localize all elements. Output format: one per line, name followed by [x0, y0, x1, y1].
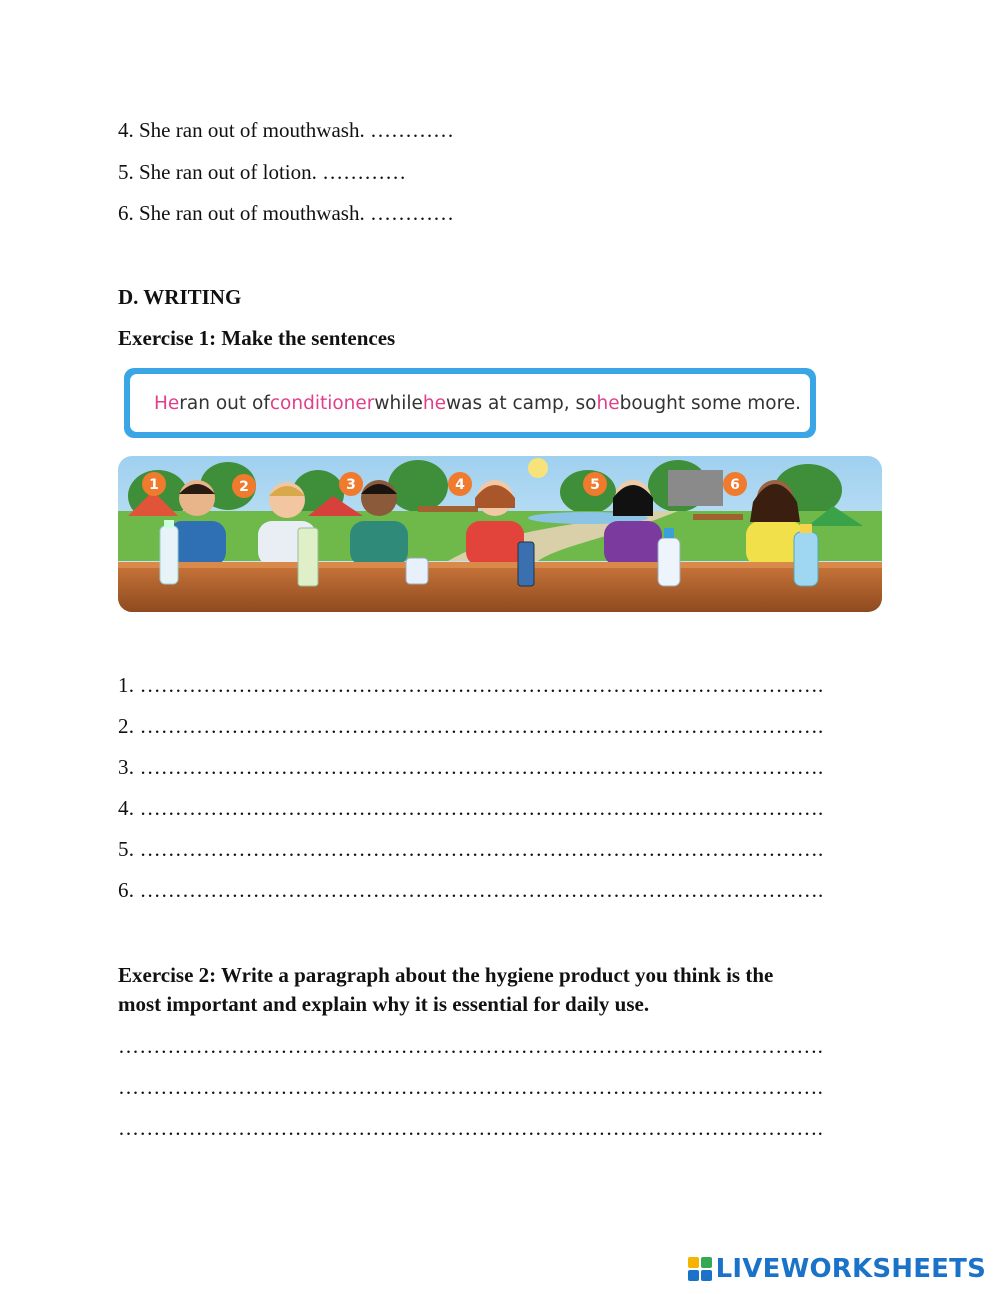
answer-line-2[interactable]: 2. ……………………………………………………………………………………. — [118, 714, 824, 738]
answer-line-1[interactable]: 1. ……………………………………………………………………………………. — [118, 673, 824, 697]
example-pronoun: he — [422, 392, 447, 414]
badge-6-label: 6 — [730, 477, 740, 493]
liveworksheets-logo-icon — [688, 1257, 712, 1281]
example-text: bought some more. — [619, 392, 802, 414]
badge-1-label: 1 — [149, 477, 159, 493]
exercise2-prompt-line-2: most important and explain why it is essential for daily use. — [118, 992, 650, 1016]
exercise1-title: Exercise 1: Make the sentences — [118, 326, 396, 350]
answer-line-6[interactable]: 6. ……………………………………………………………………………………. — [118, 878, 824, 902]
example-text: was at camp, so — [446, 392, 597, 414]
sign-board — [668, 470, 723, 506]
example-text: ran out of — [179, 392, 270, 414]
product-jar-3 — [406, 558, 428, 584]
section-title: D. WRITING — [118, 285, 242, 309]
badge-3-label: 3 — [346, 477, 356, 493]
liveworksheets-logo — [688, 1254, 986, 1284]
previous-item-6: 6. She ran out of mouthwash. ………… — [118, 201, 454, 225]
badge-5-label: 5 — [590, 477, 600, 493]
paragraph-line-1[interactable]: ………………………………………………………………………………………. — [118, 1034, 824, 1058]
camp-scene-svg — [118, 456, 882, 612]
product-bottle-6 — [794, 524, 818, 586]
example-product: conditioner — [269, 392, 375, 414]
answer-line-4[interactable]: 4. ……………………………………………………………………………………. — [118, 796, 824, 820]
picnic-table — [418, 506, 478, 512]
product-bottle-1 — [160, 520, 178, 584]
answer-line-5[interactable]: 5. ……………………………………………………………………………………. — [118, 837, 824, 861]
example-sentence-banner — [124, 368, 816, 438]
product-tube-4 — [518, 542, 534, 586]
previous-item-5: 5. She ran out of lotion. ………… — [118, 160, 407, 184]
logo-text: LIVEWORKSHEETS — [715, 1254, 986, 1284]
badge-4-label: 4 — [455, 477, 465, 493]
badge-2-label: 2 — [239, 479, 249, 495]
paragraph-line-2[interactable]: ………………………………………………………………………………………. — [118, 1075, 824, 1099]
camp-scene-illustration — [118, 456, 882, 612]
example-pronoun: he — [596, 392, 620, 414]
exercise2-prompt-line-1: Exercise 2: Write a paragraph about the hygiene product you think is the — [118, 963, 774, 987]
answer-line-3[interactable]: 3. ……………………………………………………………………………………. — [118, 755, 824, 779]
example-text: while — [374, 392, 423, 414]
picnic-table — [693, 514, 743, 520]
wooden-counter — [118, 564, 882, 612]
counter-edge — [118, 562, 882, 568]
product-tube-2 — [298, 528, 318, 586]
previous-item-4: 4. She ran out of mouthwash. ………… — [118, 118, 454, 142]
paragraph-line-3[interactable]: ………………………………………………………………………………………. — [118, 1116, 824, 1140]
sun — [528, 458, 548, 478]
example-subject: He — [154, 392, 180, 414]
exercise2-prompt — [118, 961, 878, 1019]
example-sentence — [130, 374, 810, 432]
